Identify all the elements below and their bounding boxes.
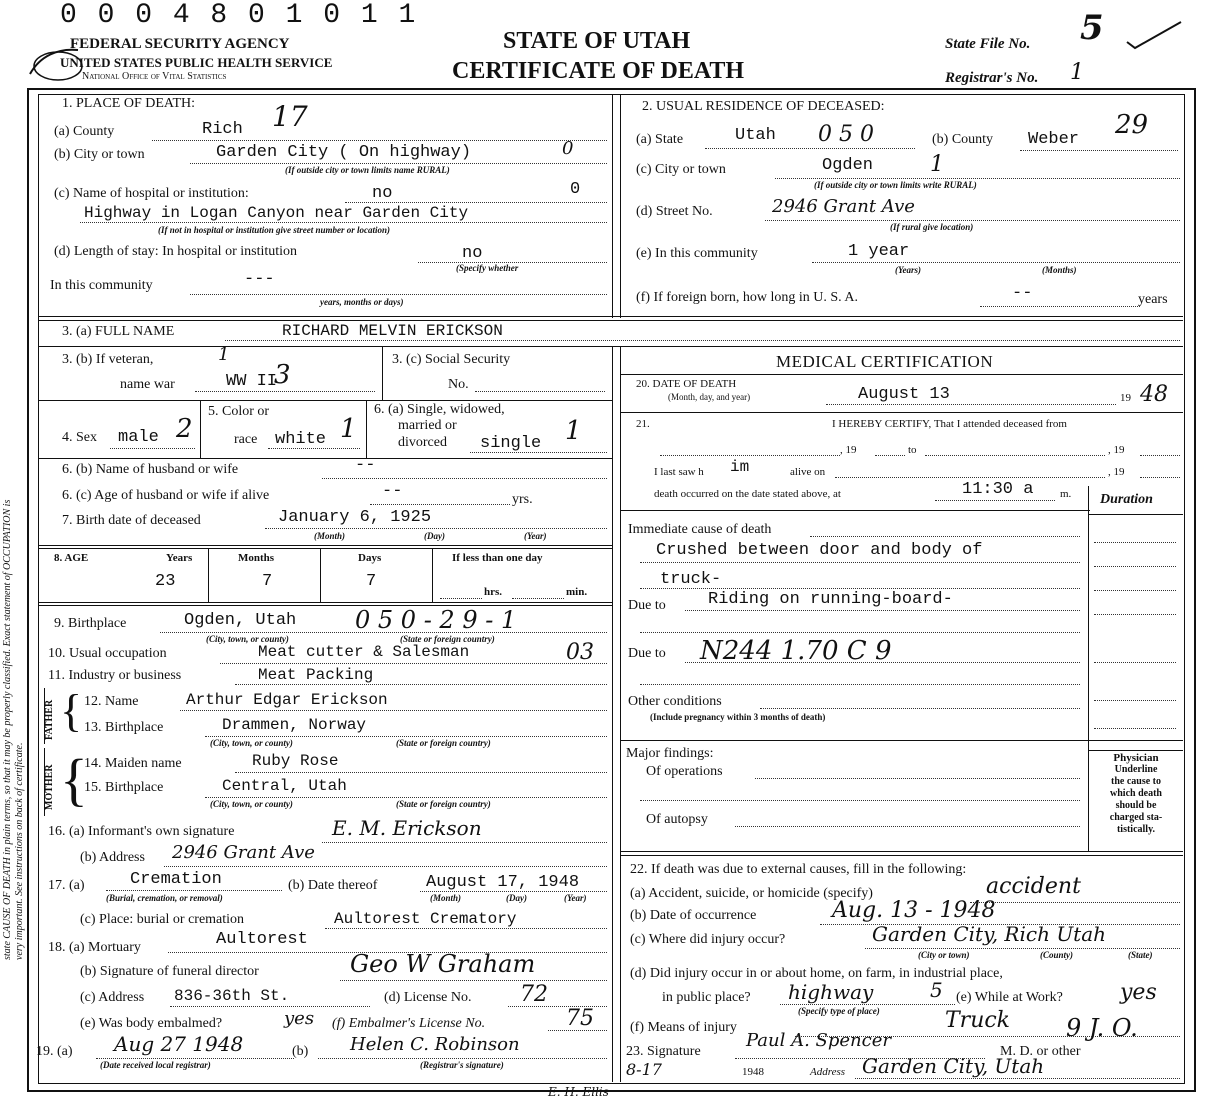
father-note1: (City, town, or county) <box>210 738 293 748</box>
death-date-label: 20. DATE OF DEATH <box>636 378 737 390</box>
time-m: m. <box>1060 488 1072 500</box>
external-c-value: Garden City, Rich Utah <box>872 922 1107 946</box>
medical-heading: MEDICAL CERTIFICATION <box>776 352 994 371</box>
res-street-value: 2946 Grant Ave <box>772 196 915 217</box>
mother-maiden-label: 14. Maiden name <box>84 756 182 771</box>
external-d-label2: in public place? <box>662 990 751 1005</box>
disposal-place: Aultorest Crematory <box>334 910 517 928</box>
industry-label: 11. Industry or business <box>48 668 182 683</box>
birth-date-value: January 6, 1925 <box>278 508 432 527</box>
disposal-year-note: (Year) <box>564 893 587 903</box>
birthplace-note2: (State or foreign country) <box>400 634 495 644</box>
occurred-label: death occurred on the date stated above, at <box>654 488 841 500</box>
major-findings-label: Major findings: <box>626 746 714 761</box>
due-to-1-value: Riding on running-board- <box>708 590 953 609</box>
mortuary-address-label: (c) Address <box>80 990 145 1005</box>
agency-line1: FEDERAL SECURITY AGENCY <box>70 36 290 52</box>
received-b-label: (b) <box>292 1044 309 1059</box>
veteran-label2: name war <box>120 377 175 392</box>
physician-note-line: which death <box>1110 788 1162 799</box>
immediate-cause-value2: truck- <box>660 570 722 589</box>
external-b-label: (b) Date of occurrence <box>630 908 757 923</box>
age-days-label: Days <box>358 552 382 564</box>
external-e-label: (e) While at Work? <box>956 990 1063 1005</box>
mortuary-value: Aultorest <box>216 930 308 949</box>
res-foreign-value: -- <box>1012 284 1033 303</box>
occupation-label: 10. Usual occupation <box>48 646 167 661</box>
res-community-value: 1 year <box>848 242 910 261</box>
res-city-note: (If outside city or town limits write RURAL) <box>814 180 977 190</box>
stay-label: (d) Length of stay: In hospital or institution <box>54 244 298 259</box>
marital-label3: divorced <box>398 435 447 450</box>
agency-swoosh-icon <box>28 36 88 91</box>
res-street-note: (If rural give location) <box>890 222 974 232</box>
mother-brace-icon: { <box>60 747 88 812</box>
external-d-code: 5 <box>930 978 943 1002</box>
received-date: Aug 27 1948 <box>114 1032 244 1056</box>
autopsy-label: Of autopsy <box>646 812 708 827</box>
external-d-note: (Specify type of place) <box>798 1006 880 1016</box>
hospital-line2: Highway in Logan Canyon near Garden City <box>84 204 469 222</box>
registrar-signature-note: (Registrar's signature) <box>420 1060 504 1070</box>
res-street-label: (d) Street No. <box>636 204 713 219</box>
embalmer-value: 75 <box>566 1006 594 1031</box>
license-value: 72 <box>520 982 548 1007</box>
last-saw-value: im <box>730 458 750 476</box>
age-days: 7 <box>366 572 377 591</box>
duration-label: Duration <box>1100 492 1153 507</box>
title-certificate: CERTIFICATE OF DEATH <box>452 58 745 84</box>
physician-note-line: should be <box>1115 800 1157 811</box>
occupation-code: 03 <box>566 640 594 665</box>
cert-label: 21. <box>636 418 650 430</box>
hospital-label: (c) Name of hospital or institution: <box>54 186 249 201</box>
disposal-place-label: (c) Place: burial or cremation <box>80 912 245 927</box>
director-label: (b) Signature of funeral director <box>80 964 259 979</box>
cert-19b: , 19 <box>1108 444 1125 456</box>
external-f-value: Truck <box>945 1008 1011 1033</box>
veteran-label1: 3. (b) If veteran, <box>62 352 154 367</box>
alive-on-label: alive on <box>790 466 826 478</box>
occupation-value: Meat cutter & Salesman <box>258 643 470 661</box>
other-conditions-label: Other conditions <box>628 694 722 709</box>
industry-value: Meat Packing <box>258 666 374 684</box>
stamp-number: 0 0 0 4 8 0 1 0 1 1 <box>60 0 418 31</box>
spouse-value: -- <box>355 456 376 475</box>
res-foreign-label: (f) If foreign born, how long in U. S. A. <box>636 290 859 305</box>
res-county-code: 29 <box>1115 110 1149 140</box>
cert-19c: , 19 <box>1108 466 1125 478</box>
due-to-2-label: Due to <box>628 646 666 661</box>
veteran-code1: 1 <box>218 344 230 365</box>
registrar-label: Registrar's No. <box>945 70 1039 86</box>
informant-address-label: (b) Address <box>80 850 145 865</box>
embalmed-value: yes <box>284 1008 315 1029</box>
external-f-code: 9 J. O. <box>1066 1014 1138 1042</box>
marital-code: 1 <box>565 416 582 446</box>
disposal-month-note: (Month) <box>430 893 462 903</box>
county-label: (a) County <box>54 124 115 139</box>
age-hrs: hrs. <box>484 586 503 598</box>
city-code: 0 <box>562 138 574 159</box>
age-months: 7 <box>262 572 273 591</box>
ssn-label2: No. <box>448 377 469 392</box>
physician-note-line: the cause to <box>1111 776 1161 787</box>
spouse-age-value: -- <box>382 482 403 501</box>
external-c-label: (c) Where did injury occur? <box>630 932 786 947</box>
spouse-age-suffix: yrs. <box>512 492 533 507</box>
physician-note <box>1092 752 1180 836</box>
color-code: 1 <box>340 414 357 444</box>
external-a-value: accident <box>986 874 1081 899</box>
veteran-code: 3 <box>274 360 291 390</box>
res-state-label: (a) State <box>636 132 684 147</box>
birthplace-value: Ogden, Utah <box>184 611 297 630</box>
birth-year-note: (Year) <box>524 531 547 541</box>
side-instruction-2: very important. See instructions on back of certificate. <box>14 742 25 960</box>
hospital-value: no <box>372 184 393 203</box>
community-note: years, months or days) <box>320 297 404 307</box>
disposal-value: Cremation <box>130 870 222 889</box>
father-name-value: Arthur Edgar Erickson <box>186 691 388 709</box>
city-value: Garden City ( On highway) <box>216 143 472 162</box>
res-county-label: (b) County <box>932 132 994 147</box>
external-c-note-state: (State) <box>1128 950 1153 960</box>
age-years-label: Years <box>166 552 193 564</box>
mother-note2: (State or foreign country) <box>396 799 491 809</box>
agency-line3: National Office of Vital Statistics <box>82 71 227 82</box>
received-label: 19. (a) <box>36 1044 73 1059</box>
informant-signature: E. M. Erickson <box>332 816 482 840</box>
operations-label: Of operations <box>646 764 723 779</box>
father-brace-icon: { <box>60 685 83 736</box>
age-years: 23 <box>155 572 176 591</box>
hospital-note: (If not in hospital or institution give street number or location) <box>158 225 391 235</box>
father-side-label: FATHER <box>44 699 55 740</box>
age-months-label: Months <box>238 552 275 564</box>
signature-address: Garden City, Utah <box>862 1054 1045 1078</box>
marital-label1: 6. (a) Single, widowed, <box>374 402 505 417</box>
time-value: 11:30 a <box>962 480 1034 499</box>
disposal-note: (Burial, cremation, or removal) <box>106 893 223 903</box>
res-community-label: (e) In this community <box>636 246 758 261</box>
mother-maiden-value: Ruby Rose <box>252 752 339 770</box>
disposal-date: August 17, 1948 <box>426 873 580 892</box>
place-of-death-code: 17 <box>272 100 308 133</box>
external-d-value: highway <box>788 980 874 1004</box>
res-years-note: (Years) <box>895 265 921 275</box>
mother-birthplace-value: Central, Utah <box>222 777 347 795</box>
county-value: Rich <box>202 120 243 139</box>
birthplace-note1: (City, town, or county) <box>206 634 289 644</box>
spouse-label: 6. (b) Name of husband or wife <box>62 462 239 477</box>
registrar-signature: Helen C. Robinson <box>350 1034 520 1055</box>
side-instruction-1: state CAUSE OF DEATH in plain terms, so that it may be properly classified. Exact statement of OCCUPATION is <box>2 499 13 960</box>
place-of-death-heading: 1. PLACE OF DEATH: <box>62 96 196 111</box>
external-a-label: (a) Accident, suicide, or homicide (specify) <box>630 886 873 901</box>
other-conditions-note: (Include pregnancy within 3 months of death) <box>650 712 826 722</box>
due-to-1-label: Due to <box>628 598 666 613</box>
mortuary-label: 18. (a) Mortuary <box>48 940 141 955</box>
sex-code: 2 <box>176 414 193 444</box>
full-name-value: RICHARD MELVIN ERICKSON <box>282 322 503 340</box>
stay-note: (Specify whether <box>456 263 519 273</box>
external-e-value: yes <box>1120 980 1157 1005</box>
agency-line2: UNITED STATES PUBLIC HEALTH SERVICE <box>60 55 333 70</box>
signature-label: 23. Signature <box>626 1044 701 1059</box>
residence-heading: 2. USUAL RESIDENCE OF DECEASED: <box>642 99 885 114</box>
external-c-note-city: (City or town) <box>918 950 970 960</box>
cert-to: to <box>908 444 917 456</box>
embalmed-label: (e) Was body embalmed? <box>80 1016 223 1031</box>
father-name-label: 12. Name <box>84 694 139 709</box>
community-label: In this community <box>50 278 153 293</box>
age-label: 8. AGE <box>54 552 89 564</box>
informant-signature-label: 16. (a) Informant's own signature <box>48 824 235 839</box>
license-label: (d) License No. <box>384 990 472 1005</box>
birth-month-note: (Month) <box>314 531 346 541</box>
external-b-value: Aug. 13 - 1948 <box>832 898 996 923</box>
physician-signature: Paul A. Spencer <box>746 1030 891 1051</box>
birth-date-label: 7. Birth date of deceased <box>62 513 201 528</box>
death-date-note: (Month, day, and year) <box>668 392 751 402</box>
spouse-age-label: 6. (c) Age of husband or wife if alive <box>62 488 270 503</box>
res-state-code: 0 5 0 <box>818 122 874 147</box>
mortuary-address: 836-36th St. <box>174 987 290 1005</box>
res-city-label: (c) City or town <box>636 162 726 177</box>
signature-address-label: Address <box>810 1066 846 1078</box>
death-year: 48 <box>1140 382 1168 407</box>
disposal-label: 17. (a) <box>48 878 85 893</box>
age-less-label: If less than one day <box>452 552 543 564</box>
res-city-code: 1 <box>930 152 944 177</box>
full-name-label: 3. (a) FULL NAME <box>62 324 175 339</box>
father-note2: (State or foreign country) <box>396 738 491 748</box>
director-signature: Geo W Graham <box>350 950 536 978</box>
community-value: --- <box>244 270 275 289</box>
res-city-value: Ogden <box>822 156 874 175</box>
city-label: (b) City or town <box>54 147 145 162</box>
external-f-label: (f) Means of injury <box>630 1020 737 1035</box>
external-d-label: (d) Did injury occur in or about home, on farm, in industrial place, <box>630 966 1003 981</box>
stay-value: no <box>462 244 483 263</box>
res-county-value: Weber <box>1028 130 1080 149</box>
signature-year: 1948 <box>742 1066 764 1078</box>
mother-birthplace-label: 15. Birthplace <box>84 780 164 795</box>
physician-note-line: Physician <box>1113 752 1159 764</box>
state-file-number: 5 <box>1080 8 1104 48</box>
md-label: M. D. or other <box>1000 1044 1081 1059</box>
check-mark-icon <box>1125 20 1185 50</box>
physician-note-line: Underline <box>1114 764 1158 775</box>
immediate-cause-value: Crushed between door and body of <box>656 541 983 560</box>
physician-note-line: tistically. <box>1116 824 1156 835</box>
res-state-value: Utah <box>735 126 776 145</box>
cert-text: I HEREBY CERTIFY, That I attended deceased from <box>832 418 1067 430</box>
registrar-number: 1 <box>1070 60 1084 85</box>
birthplace-label: 9. Birthplace <box>54 616 127 631</box>
city-note: (If outside city or town limits name RURAL) <box>285 165 450 175</box>
hospital-code: 0 <box>570 180 581 199</box>
received-extra: E. H. Ellis <box>548 1085 609 1099</box>
disposal-day-note: (Day) <box>506 893 527 903</box>
cert-19a: , 19 <box>840 444 857 456</box>
sex-label: 4. Sex <box>62 430 97 445</box>
father-birthplace-label: 13. Birthplace <box>84 720 164 735</box>
informant-address: 2946 Grant Ave <box>172 842 315 863</box>
state-file-label: State File No. <box>945 36 1031 52</box>
mother-side-label: MOTHER <box>44 764 55 810</box>
immediate-cause-label: Immediate cause of death <box>628 522 772 537</box>
signature-date: 8-17 <box>626 1060 662 1079</box>
res-years-suffix: years <box>1138 292 1168 307</box>
physician-note-line: charged sta- <box>1109 812 1163 823</box>
father-birthplace-value: Drammen, Norway <box>222 716 367 734</box>
birth-day-note: (Day) <box>424 531 445 541</box>
external-c-note-county: (County) <box>1040 950 1074 960</box>
ssn-label1: 3. (c) Social Security <box>392 352 511 367</box>
res-months-note: (Months) <box>1042 265 1077 275</box>
mother-note1: (City, town, or county) <box>210 799 293 809</box>
birthplace-code: 0 5 0 - 2 9 - 1 <box>355 606 517 634</box>
last-saw-label: I last saw h <box>654 466 704 478</box>
death-date-value: August 13 <box>858 385 950 404</box>
received-date-note: (Date received local registrar) <box>100 1060 211 1070</box>
death-year-prefix: 19 <box>1120 392 1131 404</box>
due-to-2-value: N244 1.70 C 9 <box>700 636 892 666</box>
disposal-date-label: (b) Date thereof <box>288 878 378 893</box>
external-heading: 22. If death was due to external causes, fill in the following: <box>630 862 967 877</box>
embalmer-label: (f) Embalmer's License No. <box>332 1016 486 1031</box>
color-value: white <box>275 430 327 449</box>
marital-value: single <box>480 434 542 453</box>
color-label1: 5. Color or <box>208 404 270 419</box>
sex-value: male <box>118 428 159 447</box>
age-min: min. <box>566 586 588 598</box>
title-state: STATE OF UTAH <box>503 28 691 54</box>
color-label2: race <box>234 432 258 447</box>
marital-label2: married or <box>398 418 457 433</box>
veteran-value: WW II <box>226 372 278 391</box>
